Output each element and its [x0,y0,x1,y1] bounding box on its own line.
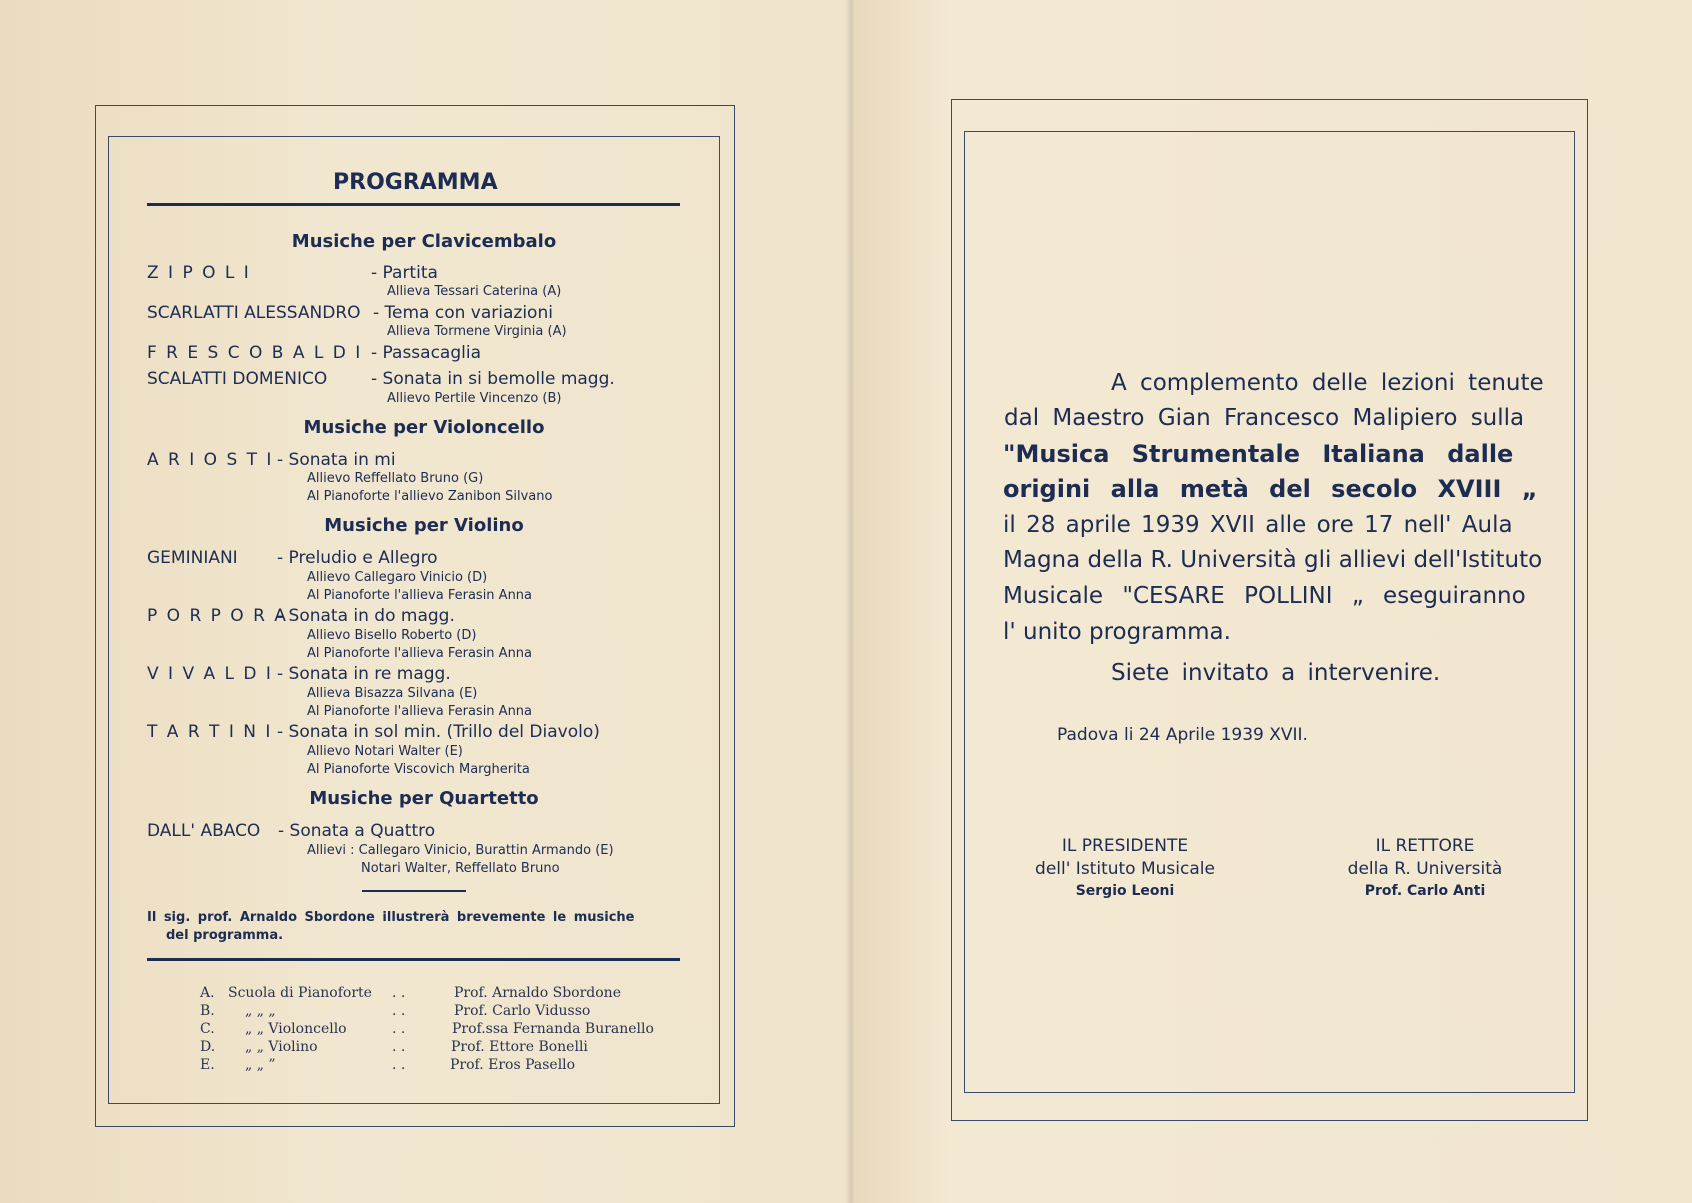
invitation-line-title: "Musica Strumentale Italiana dalle [1003,440,1514,468]
performer: Al Pianoforte l'allieva Ferasin Anna [307,588,533,603]
composer: GEMINIANI [147,548,238,568]
teacher-subject: „ „ Violoncello [245,1021,347,1037]
title-rule [147,203,680,206]
performer: Al Pianoforte l'allieva Ferasin Anna [307,704,533,719]
teacher-subject: „ „ „ [245,1003,276,1019]
invitation-line-title: origini alla metà del secolo XVIII „ [1003,475,1538,503]
teacher-subject: „ „ ” [245,1057,276,1073]
teacher-dots: . . [392,1039,406,1055]
section-heading-violoncello: Musiche per Violoncello [303,417,545,438]
section-heading-quartetto: Musiche per Quartetto [309,788,539,809]
invitation-line: l' unito programma. [1003,619,1231,645]
composer: F R E S C O B A L D I [147,343,363,363]
performer: Allievi : Callegaro Vinicio, Burattin Armando (E) [307,843,614,858]
invitation-line: dal Maestro Gian Francesco Malipiero sulla [1004,405,1525,431]
performer: Notari Walter, Reffellato Bruno [361,861,560,876]
signature-left-title: IL PRESIDENTE [1061,836,1189,856]
piece: - Sonata in si bemolle magg. [371,369,615,389]
signature-right-title: IL RETTORE [1375,836,1475,856]
teacher-name: Prof. Arnaldo Sbordone [454,985,621,1001]
teacher-letter: B. [200,1003,215,1019]
composer: Z I P O L I [147,263,251,283]
teacher-name: Prof. Ettore Bonelli [451,1039,588,1055]
piece: - Preludio e Allegro [277,548,438,568]
performer: Allieva Bisazza Silvana (E) [307,686,478,701]
section-heading-violino: Musiche per Violino [324,515,524,536]
performer: Allieva Tormene Virginia (A) [387,324,567,339]
piece: - Passacaglia [371,343,481,363]
performer: Allieva Tessari Caterina (A) [387,284,562,299]
performer: Allievo Pertile Vincenzo (B) [387,391,562,406]
composer: SCALATTI DOMENICO [147,369,328,389]
piece: - Tema con variazioni [373,303,553,323]
teacher-dots: . . [392,1021,406,1037]
piece: - Sonata in do magg. [277,606,455,626]
signature-right-name: Prof. Carlo Anti [1364,883,1486,899]
performer: Allievo Bisello Roberto (D) [307,628,477,643]
teacher-name: Prof. Eros Pasello [450,1057,576,1073]
section-heading-clavicembalo: Musiche per Clavicembalo [291,231,557,252]
piece: - Partita [371,263,438,283]
piece: - Sonata in re magg. [277,664,451,684]
invitation-line: Siete invitato a intervenire. [1111,660,1441,686]
performer: Allievo Callegaro Vinicio (D) [307,570,488,585]
composer: V I V A L D I [147,664,273,684]
teacher-letter: C. [200,1021,215,1037]
invitation-line: Magna della R. Università gli allievi dell'Istituto [1003,547,1543,573]
invitation-line: il 28 aprile 1939 XVII alle ore 17 nell' Aula [1003,512,1513,538]
signature-left-name: Sergio Leoni [1075,883,1175,899]
piece: - Sonata a Quattro [278,821,436,841]
program-note: Il sig. prof. Arnaldo Sbordone illustrerà brevemente le musiche [147,910,635,925]
teacher-dots: . . [392,1003,406,1019]
signature-right-org: della R. Università [1347,859,1503,879]
performer: Al Pianoforte Viscovich Margherita [307,762,530,777]
teacher-name: Prof.ssa Fernanda Buranello [452,1021,654,1037]
piece: - Sonata in sol min. (Trillo del Diavolo) [277,722,600,742]
invitation-line: Musicale "CESARE POLLINI „ eseguiranno [1003,583,1526,609]
teacher-dots: . . [392,1057,406,1073]
teacher-subject: Scuola di Pianoforte [228,985,372,1001]
invitation-date: Padova li 24 Aprile 1939 XVII. [1057,725,1308,745]
composer: P O R P O R A [147,606,288,626]
invitation-line: A complemento delle lezioni tenute [1111,370,1544,396]
program-title: PROGRAMMA [333,170,498,195]
teacher-letter: A. [200,985,215,1001]
composer: SCARLATTI ALESSANDRO [147,303,361,323]
piece: - Sonata in mi [277,450,396,470]
short-rule [362,890,466,892]
performer: Al Pianoforte l'allievo Zanibon Silvano [307,489,553,504]
program-note-cont: del programma. [166,928,284,943]
teacher-name: Prof. Carlo Vidusso [454,1003,591,1019]
teacher-subject: „ „ Violino [245,1039,318,1055]
performer: Allievo Reffellato Bruno (G) [307,471,484,486]
performer: Allievo Notari Walter (E) [307,744,463,759]
teacher-letter: E. [200,1057,215,1073]
signature-left-org: dell' Istituto Musicale [1035,859,1215,879]
bottom-rule [147,958,680,961]
teacher-letter: D. [200,1039,216,1055]
composer: DALL' ABACO [147,821,261,841]
page-fold [846,0,854,1203]
teacher-dots: . . [392,985,406,1001]
performer: Al Pianoforte l'allieva Ferasin Anna [307,646,533,661]
composer: T A R T I N I [147,722,273,742]
right-inner-frame [964,131,1575,1093]
composer: A R I O S T I [147,450,274,470]
